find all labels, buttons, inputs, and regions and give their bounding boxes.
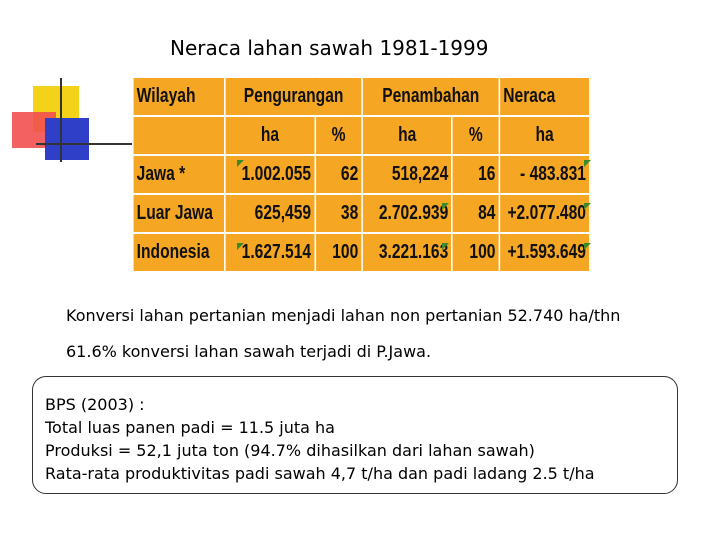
row-tambah-ha: 3.221.163 <box>362 233 452 272</box>
row-wilayah: Jawa * <box>133 155 225 194</box>
slide-title: Neraca lahan sawah 1981-1999 <box>170 36 489 60</box>
table-row <box>133 194 590 233</box>
row-kurang-ha: 625,459 <box>225 194 315 233</box>
row-neraca-ha: +2.077.480 <box>499 194 589 233</box>
conversion-note: Konversi lahan pertanian menjadi lahan non pertanian 52.740 ha/thn <box>66 306 621 325</box>
row-wilayah: Luar Jawa <box>133 194 225 233</box>
bps-info-box <box>32 376 678 494</box>
decor-horizontal-line <box>36 143 136 145</box>
cell-corner-marker <box>442 243 449 250</box>
java-conversion-note: 61.6% konversi lahan sawah terjadi di P.Jawa. <box>66 342 432 361</box>
bps-production: Produksi = 52,1 juta ton (94.7% dihasilkan dari lahan sawah) <box>45 441 535 460</box>
row-tambah-ha: 2.702.939 <box>362 194 452 233</box>
subheader-neraca-ha: ha <box>499 116 589 155</box>
cell-corner-marker <box>237 160 244 167</box>
subheader-blank <box>133 116 225 155</box>
row-kurang-pct: 62 <box>315 155 362 194</box>
decor-blue-square <box>45 118 89 160</box>
header-wilayah: Wilayah <box>133 77 225 116</box>
cell-corner-marker <box>237 243 244 250</box>
table-header-row <box>133 77 590 116</box>
row-tambah-pct: 16 <box>452 155 499 194</box>
subheader-kurang-ha: ha <box>225 116 315 155</box>
subheader-tambah-pct: % <box>452 116 499 155</box>
table-row <box>133 155 590 194</box>
row-kurang-ha: 1.002.055 <box>225 155 315 194</box>
cell-corner-marker <box>584 203 591 210</box>
header-pengurangan: Pengurangan <box>225 77 362 116</box>
row-kurang-pct: 100 <box>315 233 362 272</box>
row-tambah-pct: 100 <box>452 233 499 272</box>
subheader-kurang-pct: % <box>315 116 362 155</box>
row-tambah-ha: 518,224 <box>362 155 452 194</box>
row-neraca-ha: +1.593.649 <box>499 233 589 272</box>
cell-corner-marker <box>584 243 591 250</box>
row-kurang-pct: 38 <box>315 194 362 233</box>
cell-corner-marker <box>584 160 591 167</box>
bps-harvest-area: Total luas panen padi = 11.5 juta ha <box>45 418 335 437</box>
decor-vertical-line <box>60 78 62 162</box>
header-penambahan: Penambahan <box>362 77 499 116</box>
bps-productivity: Rata-rata produktivitas padi sawah 4,7 t/ha dan padi ladang 2.5 t/ha <box>45 464 595 483</box>
row-tambah-pct: 84 <box>452 194 499 233</box>
table-row <box>133 233 590 272</box>
header-neraca: Neraca <box>499 77 589 116</box>
land-balance-table <box>132 76 591 273</box>
row-neraca-ha: - 483.831 <box>499 155 589 194</box>
subheader-tambah-ha: ha <box>362 116 452 155</box>
table-subheader-row <box>133 116 590 155</box>
bps-source: BPS (2003) : <box>45 395 145 414</box>
row-wilayah: Indonesia <box>133 233 225 272</box>
cell-corner-marker <box>442 203 449 210</box>
row-kurang-ha: 1.627.514 <box>225 233 315 272</box>
